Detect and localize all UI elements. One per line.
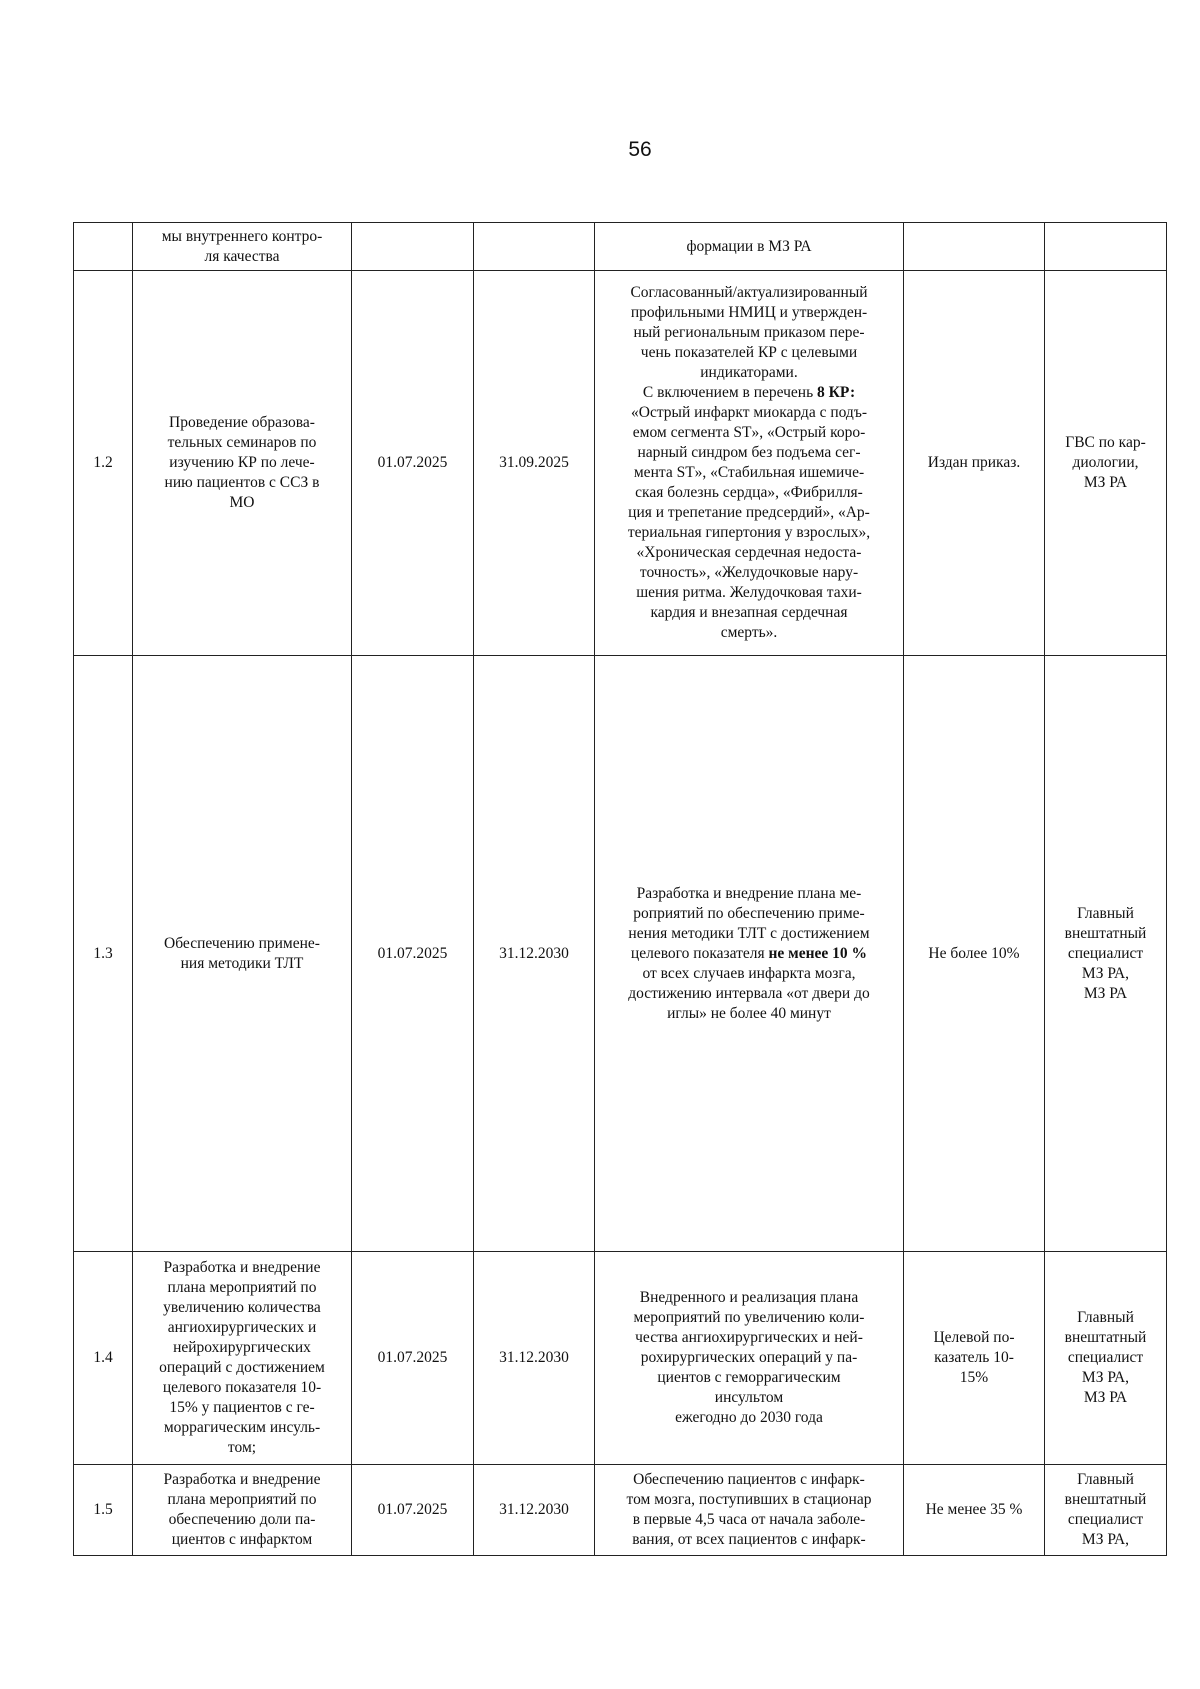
cell-end-date: 31.12.2030 bbox=[474, 656, 595, 1252]
cell-result: формации в МЗ РА bbox=[595, 223, 904, 271]
cell-result bbox=[595, 656, 904, 1252]
page-number: 56 bbox=[628, 138, 652, 161]
cell-num bbox=[74, 223, 133, 271]
cell-indicator: Целевой по- казатель 10- 15% bbox=[904, 1252, 1045, 1465]
cell-result: Внедренного и реализация плана мероприятий по увеличению коли- чества ангиохирургических и ней- рохирургических операций у па- циентов с геморрагическим инсультом ежегодно до 2030 года bbox=[595, 1252, 904, 1465]
cell-num: 1.2 bbox=[74, 271, 133, 656]
result-text: Разработка и внедрение плана ме- роприятий по обеспечению приме- нения методики ТЛТ с достижением целевого показателя bbox=[628, 884, 870, 962]
cell-start-date: 01.07.2025 bbox=[352, 1465, 474, 1556]
result-bold-text: 8 КР: bbox=[817, 384, 856, 401]
table-row bbox=[74, 1252, 1167, 1465]
cell-responsible bbox=[1045, 223, 1167, 271]
cell-measure: Разработка и внедрение плана мероприятий по обеспечению доли па- циентов с инфарктом bbox=[133, 1465, 352, 1556]
cell-start-date: 01.07.2025 bbox=[352, 1252, 474, 1465]
result-text-cont: «Острый инфаркт миокарда с подъ- емом сегмента ST», «Острый коро- нарный синдром без подъема сег- мента ST», «Стабильная ишемиче- ская болезнь сердца», «Фибрилля- ция и трепетание предсердий», «Ар- териальная гипертония у взрослых», «Хроническая сердечная недоста- точность», «Желудочковые нару- шения ритма. Желудочковая тахи- кардия и внезапная сердечная смерть». bbox=[627, 404, 871, 641]
cell-measure: Обеспечению примене- ния методики ТЛТ bbox=[133, 656, 352, 1252]
cell-result: Обеспечению пациентов с инфарк- том мозга, поступивших в стационар в первые 4,5 часа от начала заболе- вания, от всех пациентов с инфарк- bbox=[595, 1465, 904, 1556]
cell-indicator: Издан приказ. bbox=[904, 271, 1045, 656]
cell-num: 1.3 bbox=[74, 656, 133, 1252]
result-bold-text: не менее 10 % bbox=[768, 944, 868, 962]
cell-measure: Разработка и внедрение плана мероприятий по увеличению количества ангиохирургических и нейрохирургических операций с достижением целевого показателя 10- 15% у пациентов с ге- моррагическим инсуль- том; bbox=[133, 1252, 352, 1465]
cell-start-date bbox=[352, 223, 474, 271]
result-text-cont: от всех случаев инфаркта мозга, достижению интервала «от двери до иглы» не более 40 минут bbox=[628, 964, 870, 1022]
cell-end-date bbox=[474, 223, 595, 271]
cell-result bbox=[595, 271, 904, 656]
cell-indicator: Не менее 35 % bbox=[904, 1465, 1045, 1556]
measures-table bbox=[73, 222, 1167, 1556]
table-row bbox=[74, 656, 1167, 1252]
cell-responsible: ГВС по кар- диологии, МЗ РА bbox=[1045, 271, 1167, 656]
cell-measure: мы внутреннего контро- ля качества bbox=[133, 223, 352, 271]
cell-start-date: 01.07.2025 bbox=[352, 656, 474, 1252]
table-row-continuation bbox=[74, 223, 1167, 271]
cell-measure: Проведение образова- тельных семинаров по изучению КР по лече- нию пациентов с ССЗ в МО bbox=[133, 271, 352, 656]
table-row bbox=[74, 1465, 1167, 1556]
cell-responsible: Главный внештатный специалист МЗ РА, МЗ РА bbox=[1045, 656, 1167, 1252]
cell-indicator: Не более 10% bbox=[904, 656, 1045, 1252]
cell-end-date: 31.12.2030 bbox=[474, 1252, 595, 1465]
result-text: Согласованный/актуализированный профильными НМИЦ и утвержден- ный региональным приказом пере- чень показателей КР с целевыми индикаторами. С включением в перечень bbox=[630, 284, 868, 401]
cell-indicator bbox=[904, 223, 1045, 271]
cell-num: 1.4 bbox=[74, 1252, 133, 1465]
table-row bbox=[74, 271, 1167, 656]
cell-end-date: 31.09.2025 bbox=[474, 271, 595, 656]
cell-responsible: Главный внештатный специалист МЗ РА, bbox=[1045, 1465, 1167, 1556]
cell-num: 1.5 bbox=[74, 1465, 133, 1556]
cell-end-date: 31.12.2030 bbox=[474, 1465, 595, 1556]
cell-responsible: Главный внештатный специалист МЗ РА, МЗ РА bbox=[1045, 1252, 1167, 1465]
cell-start-date: 01.07.2025 bbox=[352, 271, 474, 656]
